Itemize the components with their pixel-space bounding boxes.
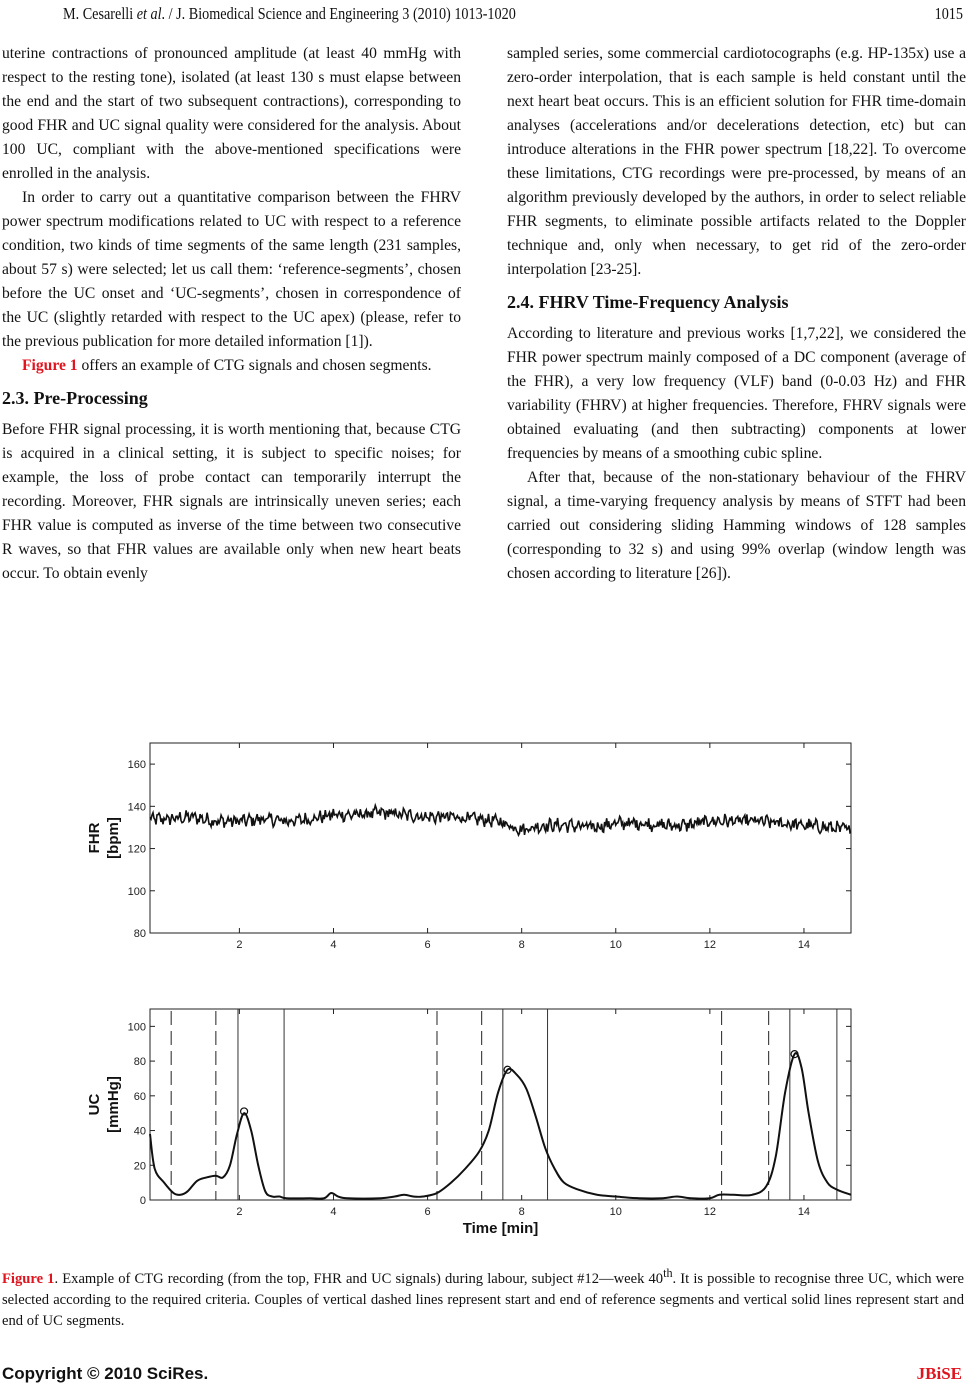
fhr-y-axis-unit: [bpm] bbox=[105, 817, 122, 859]
fhr-x-tick-label: 14 bbox=[797, 939, 811, 951]
fhr-x-tick-label: 6 bbox=[424, 939, 431, 951]
uc-y-tick-label: 0 bbox=[139, 1195, 146, 1207]
caption-label: Figure 1 bbox=[2, 1270, 55, 1287]
fhr-x-tick-label: 2 bbox=[236, 939, 243, 951]
paragraph: According to literature and previous works [1,7,22], we considered the FHR power spectrum mainly composed of a DC component (average of the FHR), a very low frequency (VLF) band (0-0.03 Hz) and FHR variability (FHRV) at higher frequencies. Therefore, FHRV signals were obtained evaluating (and then subtracting) components at lower frequencies by means of a smoothing cubic spline. bbox=[507, 325, 966, 462]
paragraph bbox=[2, 354, 461, 378]
running-title bbox=[63, 4, 516, 24]
paragraph: After that, because of the non-stationary behaviour of the FHRV signal, a time-varying frequency analysis by means of STFT had been carried out considering sliding Hamming windows of 128 samples (corresponding to 32 s) and using 99% overlap (window length was chosen according to literature [26]). bbox=[507, 469, 966, 582]
caption-text: . It is possible to recognise three UC, which were selected according to the required criteria. Couples of vertical dashed lines represent start and end of reference segments and vertical solid lines represent start and end of UC segments. bbox=[2, 1270, 964, 1329]
uc-x-tick-label: 2 bbox=[236, 1206, 243, 1218]
paragraph-text: offers an example of CTG signals and chosen segments. bbox=[77, 357, 432, 374]
running-title-authors: M. Cesarelli bbox=[63, 4, 137, 23]
uc-x-tick-label: 14 bbox=[797, 1206, 811, 1218]
fhr-y-tick-label: 100 bbox=[127, 885, 146, 898]
fhr-plot-frame bbox=[150, 743, 851, 933]
uc-y-tick-label: 20 bbox=[133, 1160, 146, 1173]
paragraph: uterine contractions of pronounced amplitude (at least 40 mmHg with respect to the resting tone), isolated (at least 130 s must elapse between the end and the start of two subsequent contractions), corresponding to good FHR and UC signal quality were considered for the analysis. About 100 UC, compliant with the above-mentioned specifications were enrolled in the analysis. bbox=[2, 45, 461, 182]
fhr-y-axis-label: FHR bbox=[86, 822, 103, 854]
fhr-y-tick-label: 140 bbox=[127, 801, 146, 814]
uc-y-tick-label: 80 bbox=[133, 1056, 146, 1069]
figure-caption bbox=[2, 1263, 964, 1332]
running-title-journal: . / J. Biomedical Science and Engineering 3 (2010) 1013-1020 bbox=[161, 4, 516, 23]
uc-y-tick-label: 100 bbox=[127, 1021, 146, 1034]
fhr-x-tick-label: 8 bbox=[518, 939, 525, 951]
page-number: 1015 bbox=[934, 4, 963, 23]
figure-1-svg bbox=[0, 730, 967, 1250]
fhr-y-tick-label: 160 bbox=[127, 759, 146, 772]
uc-y-axis-unit: [mmHg] bbox=[105, 1076, 122, 1133]
section-heading-2-3: 2.3. Pre-Processing bbox=[2, 388, 148, 408]
uc-plot-frame bbox=[150, 1009, 851, 1200]
paragraph: sampled series, some commercial cardiotocographs (e.g. HP-135x) use a zero-order interpolation, that is each sample is held constant until the next heart beat occurs. This is an efficient solution for FHR time-domain analyses (accelerations and/or decelerations detection, etc) but can introduce alterations in the FHR power spectrum [18,22]. To overcome these limitations, CTG recordings were pre-processed, by means of an algorithm previously developed by the authors, in order to select reliable FHR segments, to eliminate possible artifacts related to the Doppler technique and, only when necessary, to get rid of the zero-order interpolation [23-25]. bbox=[507, 45, 966, 278]
figure-1-link[interactable]: Figure 1 bbox=[22, 357, 78, 374]
fhr-x-tick-label: 10 bbox=[609, 939, 622, 951]
fhr-y-tick-label: 120 bbox=[127, 843, 146, 856]
journal-abbrev: JBiSE bbox=[916, 1364, 962, 1383]
uc-y-axis-label: UC bbox=[86, 1093, 103, 1116]
section-heading-2-4: 2.4. FHRV Time-Frequency Analysis bbox=[507, 292, 789, 312]
uc-y-tick-label: 40 bbox=[133, 1125, 146, 1138]
footer bbox=[2, 1364, 964, 1386]
uc-x-tick-label: 12 bbox=[703, 1206, 716, 1218]
uc-x-axis-label: Time [min] bbox=[462, 1220, 539, 1237]
right-column bbox=[507, 42, 966, 586]
figure-1 bbox=[0, 730, 967, 1250]
paragraph: Before FHR signal processing, it is worth mentioning that, because CTG is acquired in a clinical setting, it is subject to specific noises; for example, the loss of probe contact can temporarily interrupt the recording. Moreover, FHR signals are intrinsically uneven series; each FHR value is computed as inverse of the time between two consecutive R waves, so that FHR values are available only when new heart beats occur. To obtain evenly bbox=[2, 421, 461, 582]
left-column bbox=[2, 42, 461, 586]
fhr-y-tick-label: 80 bbox=[133, 928, 146, 940]
caption-superscript: th bbox=[663, 1266, 673, 1280]
caption-text: . Example of CTG recording (from the top, FHR and UC signals) during labour, subject #12—week 40 bbox=[54, 1270, 664, 1287]
running-header bbox=[0, 4, 967, 28]
paragraph: In order to carry out a quantitative comparison between the FHRV power spectrum modifications related to UC with respect to a reference condition, two kinds of time segments of the same length (231 samples, about 57 s) were selected; let us call them: ‘reference-segments’, chosen before the UC onset and ‘UC-segments’, chosen in correspondence of the UC (slightly retarded with respect to the UC apex) (please, refer to the previous publication for more detailed information [1]). bbox=[2, 189, 461, 350]
uc-x-tick-label: 6 bbox=[424, 1206, 431, 1218]
copyright: Copyright © 2010 SciRes. bbox=[2, 1364, 209, 1383]
uc-y-tick-label: 60 bbox=[133, 1090, 146, 1103]
uc-x-tick-label: 10 bbox=[609, 1206, 622, 1218]
fhr-x-tick-label: 12 bbox=[703, 939, 716, 951]
uc-x-tick-label: 4 bbox=[330, 1206, 337, 1218]
fhr-x-tick-label: 4 bbox=[330, 939, 337, 951]
uc-x-tick-label: 8 bbox=[518, 1206, 525, 1218]
running-title-etal: et al bbox=[136, 4, 162, 23]
